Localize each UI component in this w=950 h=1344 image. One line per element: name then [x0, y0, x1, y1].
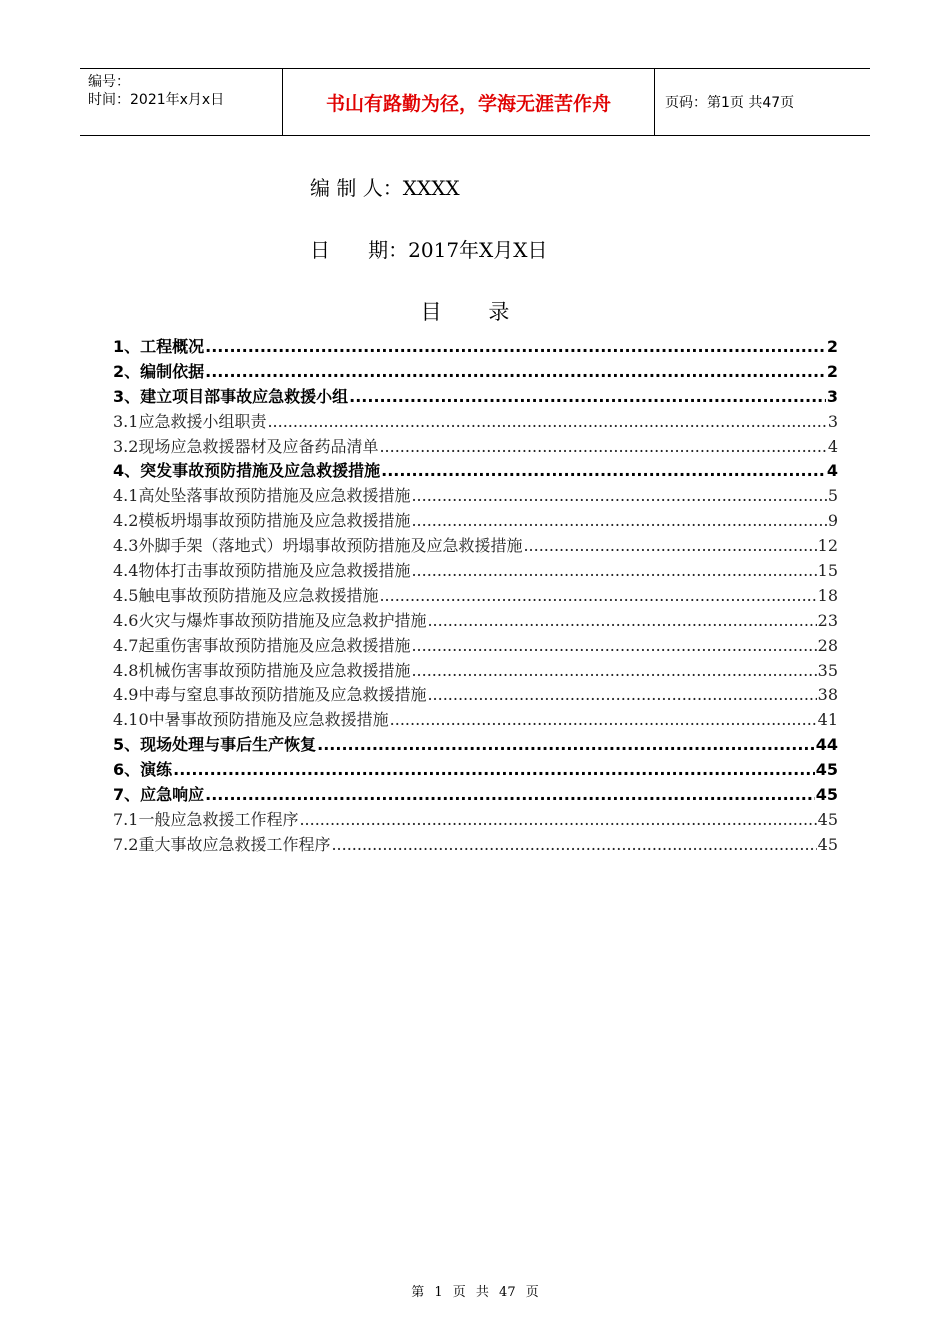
toc-entry-page: 28 — [817, 635, 838, 655]
toc-entry-label: 3.2现场应急救援器材及应备药品清单 — [113, 436, 379, 456]
header-page-info: 页码：第1页 共47页 — [665, 95, 795, 111]
toc-entry-page: 35 — [817, 660, 838, 680]
toc-entry-page: 38 — [817, 685, 838, 705]
toc-entry[interactable] — [113, 833, 838, 858]
toc-entry[interactable] — [113, 783, 838, 808]
toc-leader-dots — [390, 708, 817, 733]
toc-entry-page: 45 — [817, 834, 838, 854]
toc-entry-label: 4.9中毒与窒息事故预防措施及应急救援措施 — [113, 685, 427, 705]
header-info — [80, 69, 282, 135]
toc-entry[interactable] — [113, 808, 838, 833]
toc-title: 目 录 — [420, 300, 530, 324]
toc-leader-dots — [427, 683, 816, 708]
toc-entry[interactable] — [113, 385, 838, 410]
page-header — [80, 68, 870, 136]
toc-entry[interactable] — [113, 360, 838, 385]
table-of-contents — [113, 335, 838, 858]
toc-entry-page: 2 — [826, 337, 838, 356]
toc-entry-label: 4.10中暑事故预防措施及应急救援措施 — [113, 710, 389, 730]
toc-entry-label: 4.6火灾与爆炸事故预防措施及应急救护措施 — [113, 610, 427, 630]
toc-entry-label: 4.3外脚手架（落地式）坍塌事故预防措施及应急救援措施 — [113, 536, 523, 556]
toc-entry-label: 1、工程概况 — [113, 337, 205, 356]
toc-leader-dots — [349, 385, 826, 410]
toc-leader-dots — [205, 335, 826, 360]
toc-entry[interactable] — [113, 708, 838, 733]
toc-entry-page: 41 — [817, 710, 838, 730]
toc-leader-dots — [379, 584, 816, 609]
toc-entry[interactable] — [113, 634, 838, 659]
toc-entry[interactable] — [113, 509, 838, 534]
toc-entry-page: 12 — [817, 536, 838, 556]
toc-entry[interactable] — [113, 683, 838, 708]
toc-entry-page: 2 — [826, 361, 838, 381]
toc-entry-label: 2、编制依据 — [113, 361, 205, 381]
toc-entry-page: 23 — [817, 610, 838, 630]
toc-entry[interactable] — [113, 410, 838, 435]
toc-entry[interactable] — [113, 335, 838, 360]
toc-entry-page: 45 — [815, 785, 838, 805]
toc-leader-dots — [379, 435, 826, 460]
toc-entry-label: 4.2模板坍塌事故预防措施及应急救援措施 — [113, 511, 411, 531]
toc-entry-label: 4、突发事故预防措施及应急救援措施 — [113, 461, 381, 481]
toc-entry-page: 45 — [815, 760, 838, 780]
toc-entry-label: 4.8机械伤害事故预防措施及应急救援措施 — [113, 660, 411, 680]
toc-entry-label: 3、建立项目部事故应急救援小组 — [113, 386, 349, 406]
toc-entry-page: 45 — [817, 809, 838, 829]
toc-entry[interactable] — [113, 733, 838, 758]
toc-leader-dots — [205, 783, 815, 808]
toc-leader-dots — [427, 609, 816, 634]
toc-leader-dots — [267, 410, 826, 435]
toc-entry-page: 5 — [827, 486, 838, 506]
toc-leader-dots — [205, 360, 826, 385]
toc-entry[interactable] — [113, 609, 838, 634]
toc-leader-dots — [299, 808, 816, 833]
toc-leader-dots — [173, 758, 815, 783]
toc-entry-label: 6、演练 — [113, 760, 173, 780]
toc-entry-page: 44 — [815, 735, 838, 755]
toc-entry-label: 7.2重大事故应急救援工作程序 — [113, 834, 331, 854]
toc-entry-label: 7、应急响应 — [113, 785, 205, 805]
toc-entry[interactable] — [113, 459, 838, 484]
toc-entry[interactable] — [113, 659, 838, 684]
header-motto-cell — [282, 69, 655, 135]
toc-leader-dots — [411, 484, 826, 509]
toc-leader-dots — [411, 509, 826, 534]
toc-leader-dots — [317, 733, 815, 758]
toc-entry-label: 4.4物体打击事故预防措施及应急救援措施 — [113, 561, 411, 581]
toc-entry-page: 3 — [826, 386, 838, 406]
toc-entry[interactable] — [113, 435, 838, 460]
toc-entry-label: 3.1应急救援小组职责 — [113, 411, 267, 431]
toc-leader-dots — [523, 534, 816, 559]
toc-entry[interactable] — [113, 484, 838, 509]
toc-entry[interactable] — [113, 559, 838, 584]
toc-entry-page: 15 — [817, 561, 838, 581]
toc-entry-label: 5、现场处理与事后生产恢复 — [113, 735, 317, 755]
toc-entry-page: 18 — [817, 585, 838, 605]
header-motto: 书山有路勤为径，学海无涯苦作舟 — [325, 92, 611, 115]
date-line: 日 期：2017年X月X日 — [310, 238, 548, 262]
toc-entry-page: 4 — [826, 461, 838, 481]
toc-entry[interactable] — [113, 758, 838, 783]
toc-leader-dots — [411, 559, 816, 584]
toc-leader-dots — [381, 459, 826, 484]
toc-leader-dots — [411, 659, 816, 684]
compiler-line: 编 制 人：XXXX — [310, 176, 460, 200]
toc-entry-label: 4.7起重伤害事故预防措施及应急救援措施 — [113, 635, 411, 655]
toc-leader-dots — [331, 833, 816, 858]
page-footer: 第 1 页 共 47 页 — [411, 1285, 539, 1300]
toc-entry[interactable] — [113, 584, 838, 609]
toc-entry-page: 4 — [827, 436, 838, 456]
time-label: 时间：2021年x月x日 — [88, 92, 225, 108]
number-label: 编号： — [88, 74, 130, 90]
toc-leader-dots — [411, 634, 816, 659]
toc-entry[interactable] — [113, 534, 838, 559]
toc-entry-label: 4.5触电事故预防措施及应急救援措施 — [113, 585, 379, 605]
toc-entry-page: 3 — [827, 411, 838, 431]
toc-entry-label: 7.1一般应急救援工作程序 — [113, 809, 299, 829]
toc-entry-label: 4.1高处坠落事故预防措施及应急救援措施 — [113, 486, 411, 506]
toc-entry-page: 9 — [827, 511, 838, 531]
